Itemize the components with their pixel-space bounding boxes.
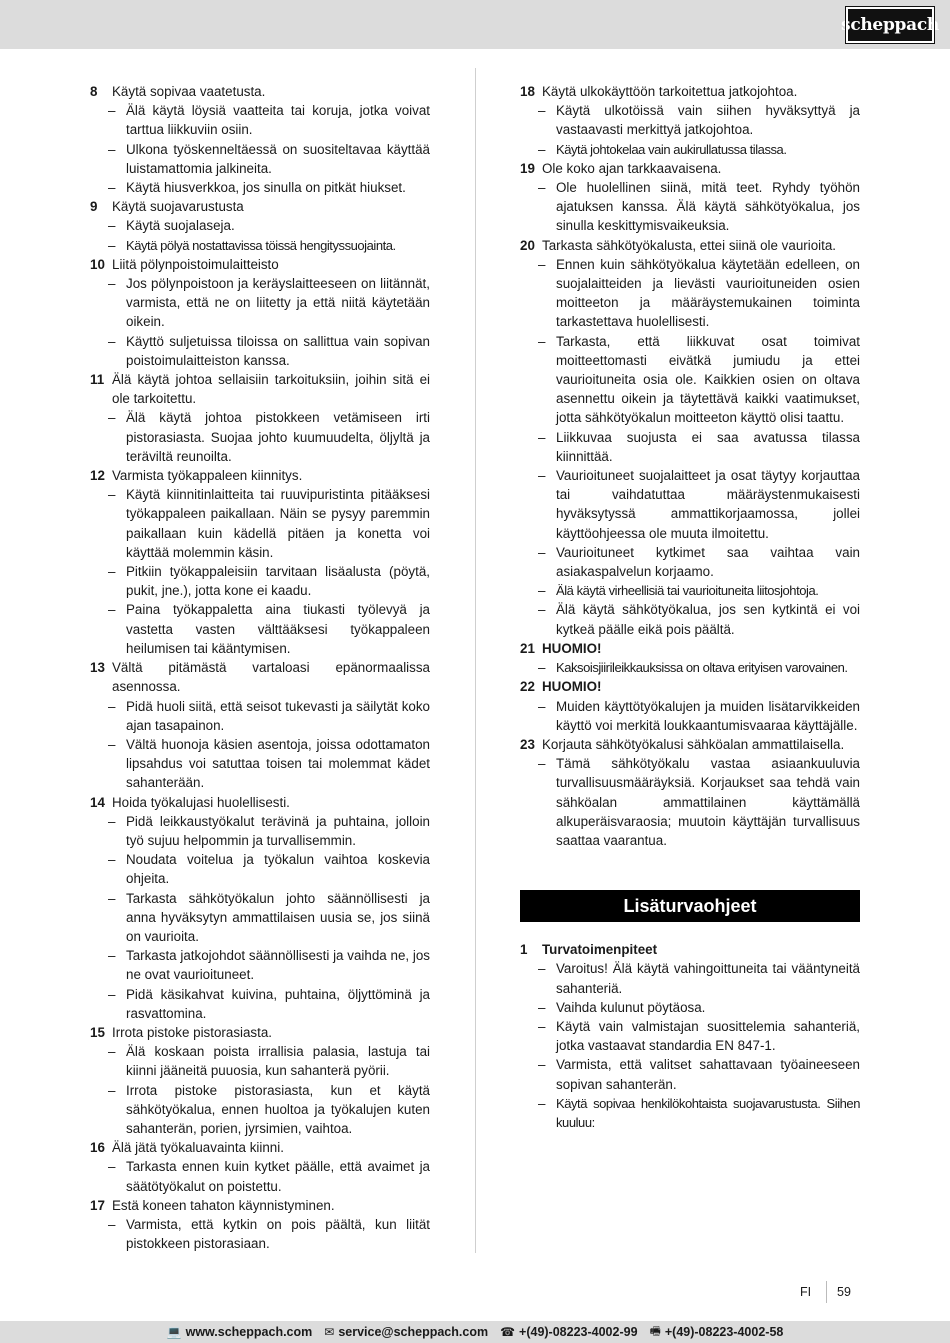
bullet-text: Käytä ulkotöissä vain siihen hyväksyttyä ja vastaavasti merkittyä jatkojohtoa.: [556, 103, 860, 138]
list-item: [90, 1196, 430, 1215]
bullet-text: Varoitus! Älä käytä vahingoittuneita tai vääntyneitä sahanteriä.: [556, 961, 860, 996]
bullet-text: Pitkiin työkappaleisiin tarvitaan lisäalusta (pöytä, pukit, jne.), jotta kone ei kaadu.: [126, 564, 430, 599]
item-number: 18: [520, 84, 535, 99]
web-address[interactable]: www.scheppach.com: [185, 1325, 313, 1339]
bullet-text: Tämä sähkötyökalu vastaa asiaankuuluvia turvallisuusmääräyksiä. Korjaukset saa tehdä vain sähköalan ammattilainen käyttämällä alkuperäisvaraosia; muutoin käyttäjän turvallisuus saattaa vaarantua.: [556, 756, 860, 848]
computer-icon: 💻: [166, 1325, 182, 1339]
dash-marker: –: [538, 698, 546, 714]
bullet-item: [520, 101, 860, 139]
dash-marker: –: [538, 544, 546, 560]
item-number: 12: [90, 468, 105, 484]
item-number: 11: [90, 372, 105, 388]
list-item: [520, 159, 860, 178]
list-item: [90, 197, 430, 216]
bullet-text: Muiden käyttötyökalujen ja muiden lisätarvikkeiden käyttö voi merkitä loukkaantumisvaaraa käyttäjälle.: [556, 698, 860, 733]
bullet-item: [90, 236, 430, 255]
item-number: 17: [90, 1197, 105, 1213]
bullet-item: [520, 543, 860, 581]
bullet-text: Noudata voitelua ja työkalun vaihtoa koskevia ohjeita.: [126, 852, 430, 887]
bullet-item: [90, 889, 430, 947]
item-heading: Hoida työkalujasi huolellisesti.: [112, 794, 290, 810]
list-item: [520, 735, 860, 754]
bullet-item: [520, 658, 860, 677]
bullet-item: [90, 600, 430, 658]
item-number: 15: [90, 1024, 105, 1040]
bullet-text: Jos pölynpoistoon ja keräyslaitteeseen on liitännät, varmista, että ne on liitetty ja että niitä käytetään oikein.: [126, 276, 430, 330]
bullet-text: Käytä hiusverkkoa, jos sinulla on pitkät hiukset.: [126, 180, 406, 196]
bullet-item: [520, 697, 860, 735]
dash-marker: –: [108, 487, 116, 503]
bullet-item: [90, 850, 430, 888]
bullet-text: Tarkasta jatkojohdot säännöllisesti ja vaihda ne, jos ne ovat vaurioituneet.: [126, 948, 430, 983]
bullet-item: [90, 1215, 430, 1253]
bullet-item: [520, 332, 860, 428]
bullet-text: Käytä kiinnitinlaitteita tai ruuvipuristinta pitääksesi työkappaleen paikallaan. Näin se pysyy paremmin paikallaan kuin kädellä pitäen ja konetta voi käyttää molemmin käsin.: [126, 487, 430, 560]
bullet-item: [90, 562, 430, 600]
bullet-item: [90, 946, 430, 984]
page-footer: [800, 1281, 851, 1303]
list-item: [90, 466, 430, 485]
bullet-text: Vaihda kulunut pöytäosa.: [556, 999, 706, 1015]
fax-icon: 🖷: [649, 1323, 661, 1338]
bullet-item: [520, 428, 860, 466]
bullet-item: [90, 485, 430, 562]
item-number: 20: [520, 237, 535, 253]
bullet-text: Pidä käsikahvat kuivina, puhtaina, öljyttöminä ja rasvattomina.: [126, 986, 430, 1021]
list-item: [90, 82, 430, 101]
column-divider: [475, 68, 476, 1253]
item-number: 19: [520, 160, 535, 176]
bullet-text: Ennen kuin sähkötyökalua käytetään edelleen, on suojalaitteiden ja lievästi vaurioituneiden osien moitteeton ja määräystemukainen toiminta tarkastettava huolellisesti.: [556, 256, 860, 330]
bullet-item: [520, 255, 860, 332]
dash-marker: –: [538, 1018, 546, 1034]
phone-number: +(49)-08223-4002-99: [519, 1325, 638, 1339]
item-number: 14: [90, 794, 105, 810]
dash-marker: –: [538, 468, 546, 484]
list-item: [90, 255, 430, 274]
footer-email[interactable]: [324, 1325, 488, 1339]
bullet-item: [90, 812, 430, 850]
bullet-item: [520, 140, 860, 159]
left-column: [90, 82, 430, 1253]
section-title: Lisäturvaohjeet: [520, 890, 860, 922]
bullet-text: Käytä pölyä nostattavissa töissä hengityssuojainta.: [126, 237, 396, 253]
bullet-item: [520, 466, 860, 543]
bullet-item: [90, 332, 430, 370]
list-item: [520, 82, 860, 101]
bullet-text: Älä käytä johtoa pistokkeen vetämiseen irti pistorasiasta. Suojaa johto kuumuudelta, öljyltä ja teräviltä reunoilta.: [126, 410, 430, 464]
list-item: [520, 639, 860, 658]
dash-marker: –: [538, 999, 546, 1015]
dash-marker: –: [108, 276, 116, 292]
dash-marker: –: [108, 180, 116, 196]
item-number: 9: [90, 199, 98, 215]
item-heading: Vältä pitämästä vartaloasi epänormaalissa asennossa.: [112, 660, 430, 695]
phone-icon: ☎: [500, 1325, 516, 1339]
brand-logo: scheppach: [846, 7, 934, 43]
item-heading: Älä jätä työkaluavainta kiinni.: [112, 1140, 284, 1156]
dash-marker: –: [108, 1044, 116, 1060]
bullet-text: Älä käytä löysiä vaatteita tai koruja, jotka voivat tarttua liikkuviin osiin.: [126, 103, 430, 138]
item-number: 16: [90, 1140, 105, 1156]
dash-marker: –: [108, 890, 116, 906]
bullet-text: Tarkasta, että liikkuvat osat toimivat moitteettomasti eivätkä jumiudu ja ettei vaurioituneita osia ole. Kaikkien osien on oltava asennettu oikein ja täytettävä kaikki vaatimukset, jotta sähkötyökalun moitteeton käyttö olisi taattu.: [556, 333, 860, 426]
bullet-item: [520, 178, 860, 236]
dash-marker: –: [538, 256, 546, 272]
bullet-text: Käytä suojalaseja.: [126, 218, 235, 234]
dash-marker: –: [108, 1216, 116, 1232]
bullet-item: [90, 101, 430, 139]
item-heading: Liitä pölynpoistoimulaitteisto: [112, 256, 279, 272]
item-heading: Tarkasta sähkötyökalusta, ettei siinä ole vaurioita.: [542, 237, 837, 253]
bullet-item: [520, 1094, 860, 1132]
dash-marker: –: [538, 1057, 546, 1073]
bullet-text: Älä koskaan poista irrallisia palasia, lastuja tai kiinni jääneitä puuosia, kun sahanterä pyörii.: [126, 1044, 430, 1079]
bullet-item: [520, 754, 860, 850]
item-number: 22: [520, 679, 535, 695]
bullet-item: [520, 959, 860, 997]
email-address[interactable]: service@scheppach.com: [338, 1325, 489, 1339]
bullet-item: [90, 985, 430, 1023]
right-column: [520, 82, 860, 1132]
bullet-item: [90, 697, 430, 735]
bullet-text: Varmista, että kytkin on pois päältä, kun liität pistokkeen pistorasiaan.: [126, 1216, 430, 1252]
bullet-text: Pidä huoli siitä, että seisot tukevasti ja säilytät koko ajan tasapainon.: [126, 698, 430, 733]
bullet-item: [520, 581, 860, 600]
bullet-text: Ole huolellinen siinä, mitä teet. Ryhdy työhön ajatuksen kanssa. Älä käytä sähkötyökalua, jos sinulla keskittymisvaikeuksia.: [556, 180, 860, 234]
dash-marker: –: [108, 1159, 116, 1175]
footer-web[interactable]: [167, 1325, 313, 1339]
language-code: FI: [800, 1285, 812, 1299]
bullet-text: Käytä johtokelaa vain aukirullatussa tilassa.: [556, 141, 787, 157]
bullet-text: Älä käytä virheellisiä tai vaurioituneita liitosjohtoja.: [556, 583, 819, 599]
list-item: [90, 793, 430, 812]
bullet-text: Käytä sopivaa henkilökohtaista suojavarustusta. Siihen kuuluu:: [556, 1095, 860, 1130]
item-heading: Korjauta sähkötyökalusi sähköalan ammattilaisella.: [542, 736, 845, 752]
bullet-text: Vältä huonoja käsien asentoja, joissa odottamaton lipsahdus voi satuttaa toisen tai molemmat kädet sahanterään.: [126, 736, 430, 791]
dash-marker: –: [108, 410, 116, 426]
dash-marker: –: [538, 660, 546, 676]
dash-marker: –: [108, 333, 116, 349]
list-item: [90, 658, 430, 696]
bullet-item: [520, 998, 860, 1017]
dash-marker: –: [108, 1082, 116, 1098]
item-heading: Älä käytä johtoa sellaisiin tarkoituksiin, joihin sitä ei ole tarkoitettu.: [112, 372, 430, 407]
bullet-item: [90, 216, 430, 235]
contact-footer: [0, 1321, 950, 1343]
item-number: 10: [90, 256, 105, 272]
fax-number: +(49)-08223-4002-58: [664, 1325, 784, 1339]
dash-marker: –: [538, 429, 546, 445]
bullet-item: [90, 274, 430, 332]
bullet-item: [90, 178, 430, 197]
header-bar: [0, 0, 950, 49]
list-item: [90, 1138, 430, 1157]
bullet-text: Irrota pistoke pistorasiasta, kun et käytä sähkötyökalua, ennen huoltoa ja työkalujen kuten sahanterän, porien, jyrsimien, vaihtoa.: [126, 1082, 430, 1136]
footer-phone: [500, 1325, 637, 1339]
dash-marker: –: [538, 602, 546, 618]
dash-marker: –: [108, 218, 116, 234]
bullet-text: Käyttö suljetuissa tiloissa on sallittua vain sopivan poistoimulaitteiston kanssa.: [126, 333, 430, 368]
dash-marker: –: [538, 141, 546, 157]
dash-marker: –: [108, 564, 116, 580]
list-item: [520, 236, 860, 255]
dash-marker: –: [538, 961, 546, 977]
bullet-text: Älä käytä sähkötyökalua, jos sen kytkintä ei voi kytkeä päälle eikä pois päältä.: [556, 602, 860, 637]
dash-marker: –: [108, 237, 116, 253]
item-heading: Estä koneen tahaton käynnistyminen.: [112, 1197, 335, 1213]
list-item: [90, 1023, 430, 1042]
dash-marker: –: [538, 333, 546, 349]
dash-marker: –: [108, 852, 116, 868]
dash-marker: –: [108, 813, 116, 829]
dash-marker: –: [108, 948, 116, 964]
bullet-item: [520, 1017, 860, 1055]
bullet-item: [90, 140, 430, 178]
footer-fax: [650, 1322, 784, 1343]
bullet-text: Varmista, että valitset sahattavaan työaineeseen sopivan sahanterän.: [556, 1057, 860, 1092]
dash-marker: –: [108, 141, 116, 157]
dash-marker: –: [538, 756, 546, 772]
item-heading: Turvatoimenpiteet: [542, 942, 658, 958]
bullet-text: Tarkasta ennen kuin kytket päälle, että avaimet ja säätötyökalut on poistettu.: [126, 1159, 430, 1194]
bullet-text: Tarkasta sähkötyökalun johto säännöllisesti ja anna hyväksytyn ammattilaisen uusia se, jos siinä on vaurioita.: [126, 890, 430, 944]
item-number: 23: [520, 736, 535, 752]
bullet-text: Paina työkappaletta aina tiukasti työlevyä ja vastetta vasten välttääksesi työkappaleen heilumisen tai kääntymisen.: [126, 602, 430, 656]
item-number: 21: [520, 640, 535, 656]
item-heading: Käytä sopivaa vaatetusta.: [112, 84, 266, 99]
dash-marker: –: [538, 180, 546, 196]
list-item: [90, 370, 430, 408]
bullet-item: [520, 600, 860, 638]
bullet-text: Pidä leikkaustyökalut terävinä ja puhtaina, jolloin työ sujuu helpommin ja turvallisemmin.: [126, 813, 430, 848]
bullet-item: [90, 735, 430, 793]
item-number: 8: [90, 84, 98, 99]
bullet-text: Käytä vain valmistajan suosittelemia sahanteriä, jotka vastaavat standardia EN 847-1.: [556, 1018, 860, 1054]
item-heading: Ole koko ajan tarkkaavaisena.: [542, 160, 722, 176]
bullet-text: Vaurioituneet kytkimet saa vaihtaa vain asiakaspalvelun korjaamo.: [556, 544, 860, 580]
bullet-text: Vaurioituneet suojalaitteet ja osat täytyy korjauttaa tai vaihdatuttaa määräystenmukaisesti hyväksytyssä ammattikorjaamossa, jollei käyttöohjeessa ole muuta ilmoitettu.: [556, 468, 860, 541]
dash-marker: –: [108, 602, 116, 618]
dash-marker: –: [108, 986, 116, 1002]
dash-marker: –: [108, 698, 116, 714]
envelope-icon: ✉: [324, 1325, 335, 1339]
bullet-text: Ulkona työskenneltäessä on suositeltavaa käyttää luistamattomia jalkineita.: [126, 141, 430, 176]
dash-marker: –: [538, 1095, 546, 1111]
bullet-item: [90, 1081, 430, 1139]
item-heading: Irrota pistoke pistorasiasta.: [112, 1024, 273, 1040]
bullet-item: [90, 1042, 430, 1080]
footer-separator: [826, 1281, 827, 1303]
bullet-text: Liikkuvaa suojusta ei saa avatussa tilassa kiinnittää.: [556, 429, 860, 464]
item-number: 1: [520, 942, 528, 958]
dash-marker: –: [538, 583, 546, 599]
item-heading: Käytä ulkokäyttöön tarkoitettua jatkojohtoa.: [542, 84, 798, 99]
list-item: [520, 677, 860, 696]
dash-marker: –: [108, 103, 116, 119]
page-number: 59: [837, 1285, 851, 1299]
item-heading: HUOMIO!: [542, 640, 602, 656]
list-item: [520, 940, 860, 959]
bullet-text: Kaksoisjiirileikkauksissa on oltava erityisen varovainen.: [556, 660, 848, 676]
bullet-item: [520, 1055, 860, 1093]
bullet-item: [90, 408, 430, 466]
item-heading: Varmista työkappaleen kiinnitys.: [112, 468, 303, 484]
dash-marker: –: [108, 736, 116, 752]
item-heading: Käytä suojavarustusta: [112, 199, 244, 215]
item-heading: HUOMIO!: [542, 679, 602, 695]
dash-marker: –: [538, 103, 546, 119]
bullet-item: [90, 1157, 430, 1195]
item-number: 13: [90, 660, 105, 676]
